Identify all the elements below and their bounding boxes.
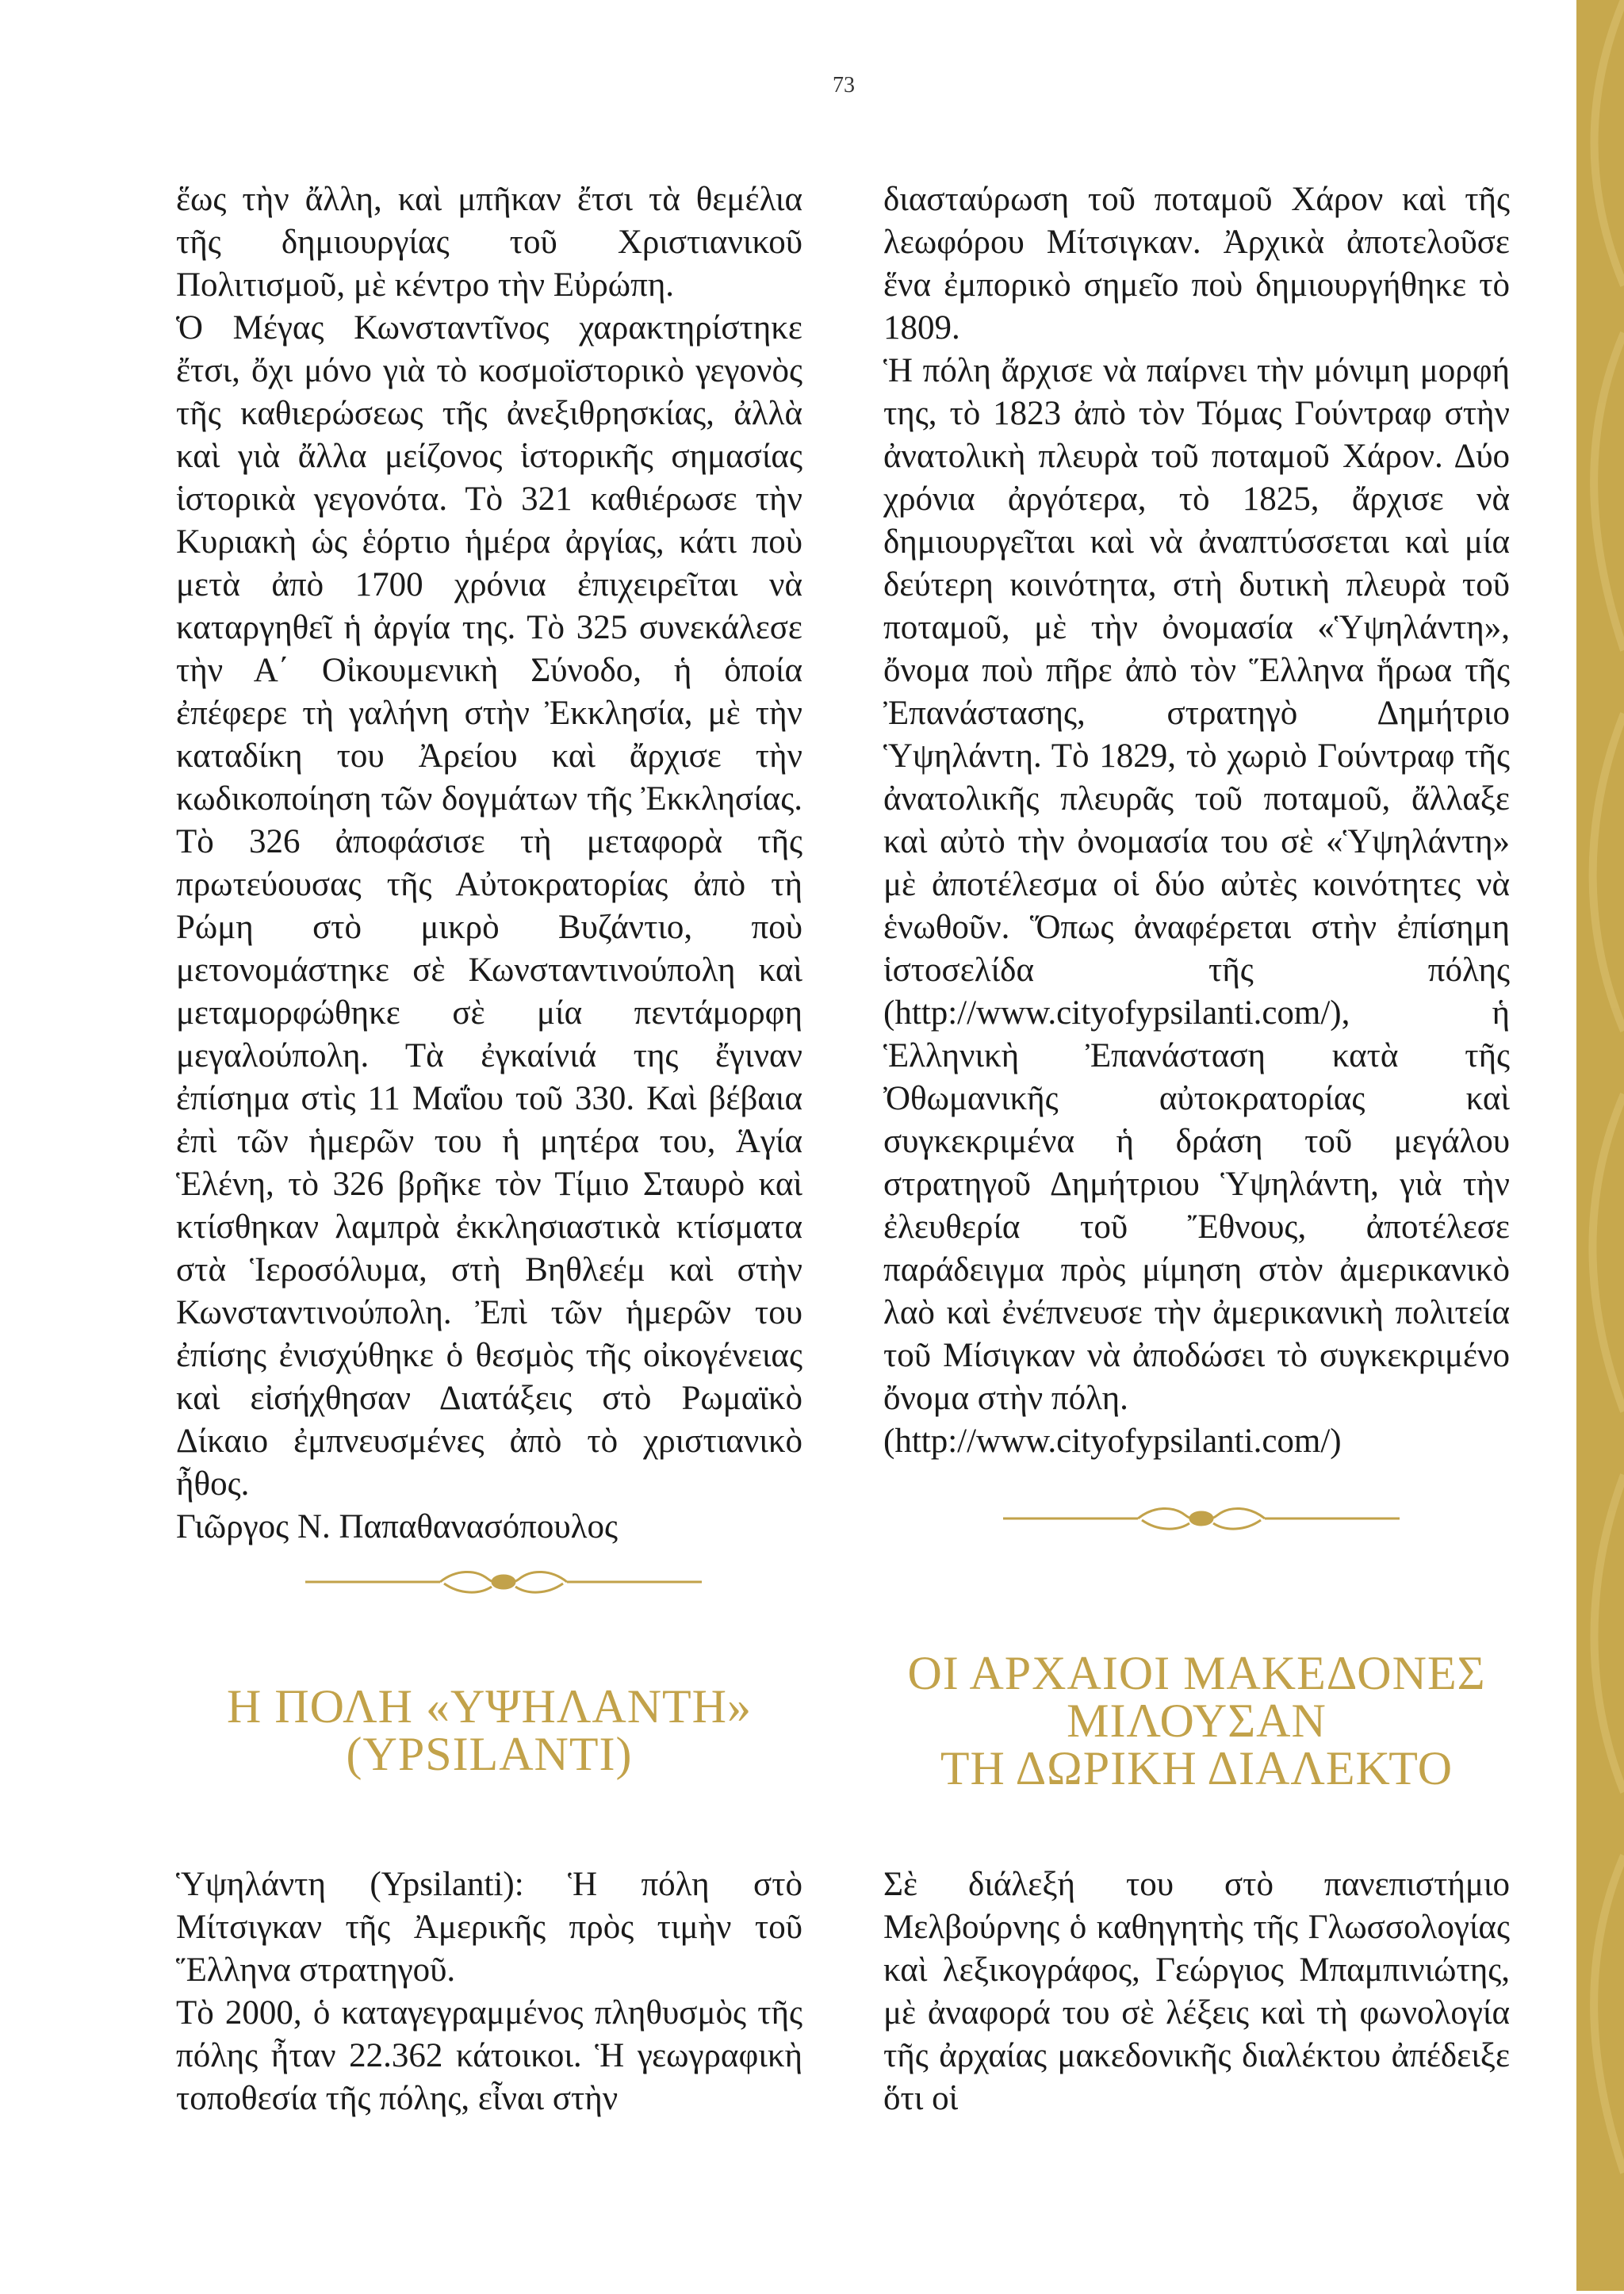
left-column-bottom-article [176, 1863, 802, 2120]
paragraph: Ὁ Μέγας Κωνσταντῖνος χαρακτηρίστηκε ἔτσι, ὄχι μόνο γιὰ τὸ κοσμοϊστορικὸ γεγονὸς τῆς καθιερώσεως τῆς ἀνεξιθρησκίας, ἀλλὰ καὶ γιὰ ἄλλα μείζονος ἱστορικῆς σημασίας ἱστορικὰ γεγονότα. Τὸ 321 καθιέρωσε τὴν Κυριακὴ ὡς ἑόρτιο ἡμέρα ἀργίας, κάτι ποὺ μετὰ ἀπὸ 1700 χρόνια ἐπιχειρεῖται νὰ καταργηθεῖ ἡ ἀργία της. Τὸ 325 συνεκάλεσε τὴν Α΄ Οἰκουμενικὴ Σύνοδο, ἡ ὁποία ἐπέφερε τὴ γαλήνη στὴν Ἐκκλησία, μὲ τὴν καταδίκη του Ἀρείου καὶ ἄρχισε τὴν κωδικοποίηση τῶν δογμάτων τῆς Ἐκκλησίας. Τὸ 326 ἀποφάσισε τὴ μεταφορὰ τῆς πρωτεύουσας τῆς Αὐτοκρατορίας ἀπὸ τὴ Ρώμη στὸ μικρὸ Βυζάντιο, ποὺ μετονομάστηκε σὲ Κωνσταντινούπολη καὶ μεταμορφώθηκε σὲ μία πεντάμορφη μεγαλούπολη. Τὰ ἐγκαίνιά της ἔγιναν ἐπίσημα στὶς 11 Μαΐου τοῦ 330. Καὶ βέβαια ἐπὶ τῶν ἡμερῶν του ἡ μητέρα του, Ἁγία Ἑλένη, τὸ 326 βρῆκε τὸν Τίμιο Σταυρὸ καὶ κτίσθηκαν λαμπρὰ ἐκκλησιαστικὰ κτίσματα στὰ Ἱεροσόλυμα, στὴ Βηθλεέμ καὶ στὴν Κωνσταντινούπολη. Ἐπὶ τῶν ἡμερῶν του ἐπίσης ἐνισχύθηκε ὁ θεσμὸς τῆς οἰκογένειας καὶ εἰσήχθησαν Διατάξεις στὸ Ρωμαϊκὸ Δίκαιο ἐμπνευσμένες ἀπὸ τὸ χριστιανικὸ ἦθος. [176, 309, 802, 1503]
ornamental-divider-icon [1003, 1503, 1400, 1534]
paragraph: διασταύρωση τοῦ ποταμοῦ Χάρον καὶ τῆς λεωφόρου Μίτσιγκαν. Ἀρχικὰ ἀποτελοῦσε ἕνα ἐμπορικὸ σημεῖο ποὺ δημιουργήθηκε τὸ 1809. [883, 181, 1510, 347]
decorative-side-band [1576, 0, 1624, 2291]
heading-line: ΜΙΛΟΥΣΑΝ [1067, 1695, 1327, 1747]
heading-line: ΤΗ ΔΩΡΙΚΗ ΔΙΑΛΕΚΤΟ [940, 1742, 1454, 1794]
heading-line: ΟΙ ΑΡΧΑΙΟΙ ΜΑΚΕΔΟΝΕΣ [907, 1647, 1486, 1699]
article-source: (http://www.cityofypsilanti.com/) [883, 1423, 1342, 1460]
ornamental-divider-icon [305, 1566, 702, 1598]
paragraph: Ὑψηλάντη (Ypsilanti): Ἡ πόλη στὸ Μίτσιγκαν τῆς Ἀμερικῆς πρὸς τιμὴν τοῦ Ἕλληνα στρατηγοῦ. [176, 1866, 802, 1989]
right-column-top-article [883, 178, 1510, 1463]
article-heading-macedonians [868, 1649, 1526, 1792]
article-author: Γιῶργος Ν. Παπαθανασόπουλος [176, 1508, 618, 1545]
right-column-bottom-article [883, 1863, 1510, 2120]
heading-line: (YPSILANTI) [346, 1728, 633, 1780]
paragraph: ἕως τὴν ἄλλη, καὶ μπῆκαν ἔτσι τὰ θεμέλια τῆς δημιουργίας τοῦ Χριστιανικοῦ Πολιτισμοῦ, μὲ κέντρο τὴν Εὐρώπη. [176, 181, 802, 304]
left-column-top-article [176, 178, 802, 1549]
paragraph: Σὲ διάλεξή του στὸ πανεπιστήμιο Μελβούρνης ὁ καθηγητὴς τῆς Γλωσσολογίας καὶ λεξικογράφος, Γεώργιος Μπαμπινιώτης, μὲ ἀναφορά του σὲ λέξεις καὶ τὴ φωνολογία τῆς ἀρχαίας μακεδονικῆς διαλέκτου ἀπέδειξε ὅτι οἱ [883, 1866, 1510, 2117]
paragraph: Ἡ πόλη ἄρχισε νὰ παίρνει τὴν μόνιμη μορφή της, τὸ 1823 ἀπὸ τὸν Τόμας Γούντραφ στὴν ἀνατολικὴ πλευρὰ τοῦ ποταμοῦ Χάρον. Δύο χρόνια ἀργότερα, τὸ 1825, ἄρχισε νὰ δημιουργεῖται καὶ νὰ ἀναπτύσσεται καὶ μία δεύτερη κοινότητα, στὴ δυτικὴ πλευρὰ τοῦ ποταμοῦ, μὲ τὴν ὀνομασία «Ὑψηλάντη», ὄνομα ποὺ πῆρε ἀπὸ τὸν Ἕλληνα ἥρωα τῆς Ἐπανάστασης, στρατηγὸ Δημήτριο Ὑψηλάντη. Τὸ 1829, τὸ χωριὸ Γούντραφ τῆς ἀνατολικῆς πλευρᾶς τοῦ ποταμοῦ, ἄλλαξε καὶ αὐτὸ τὴν ὀνομασία του σὲ «Ὑψηλάντη» μὲ ἀποτέλεσμα οἱ δύο αὐτὲς κοινότητες νὰ ἑνωθοῦν. Ὅπως ἀναφέρεται στὴν ἐπίσημη ἱστοσελίδα τῆς πόλης (http://www.cityofypsilanti.com/), ἡ Ἑλληνικὴ Ἐπανάσταση κατὰ τῆς Ὀθωμανικῆς αὐτοκρατορίας καὶ συγκεκριμένα ἡ δράση τοῦ μεγάλου στρατηγοῦ Δημήτριου Ὑψηλάντη, γιὰ τὴν ἐλευθερία τοῦ Ἔθνους, ἀποτέλεσε παράδειγμα πρὸς μίμηση στὸν ἀμερικανικὸ λαὸ καὶ ἐνέπνευσε τὴν ἀμερικανικὴ πολιτεία τοῦ Μίσιγκαν νὰ ἀποδώσει τὸ συγκεκριμένο ὄνομα στὴν πόλη. [883, 352, 1510, 1417]
paragraph: Τὸ 2000, ὁ καταγεγραμμένος πληθυσμὸς τῆς πόλης ἦταν 22.362 κάτοικοι. Ἡ γεωγραφικὴ τοποθεσία τῆς πόλης, εἶναι στὴν [176, 1994, 802, 2117]
article-heading-ypsilanti [176, 1680, 802, 1780]
side-band-pattern-icon [1576, 0, 1624, 2291]
page-number: 73 [833, 73, 855, 98]
heading-line: Η ΠΟΛΗ «ΥΨΗΛΑΝΤΗ» [226, 1680, 753, 1733]
